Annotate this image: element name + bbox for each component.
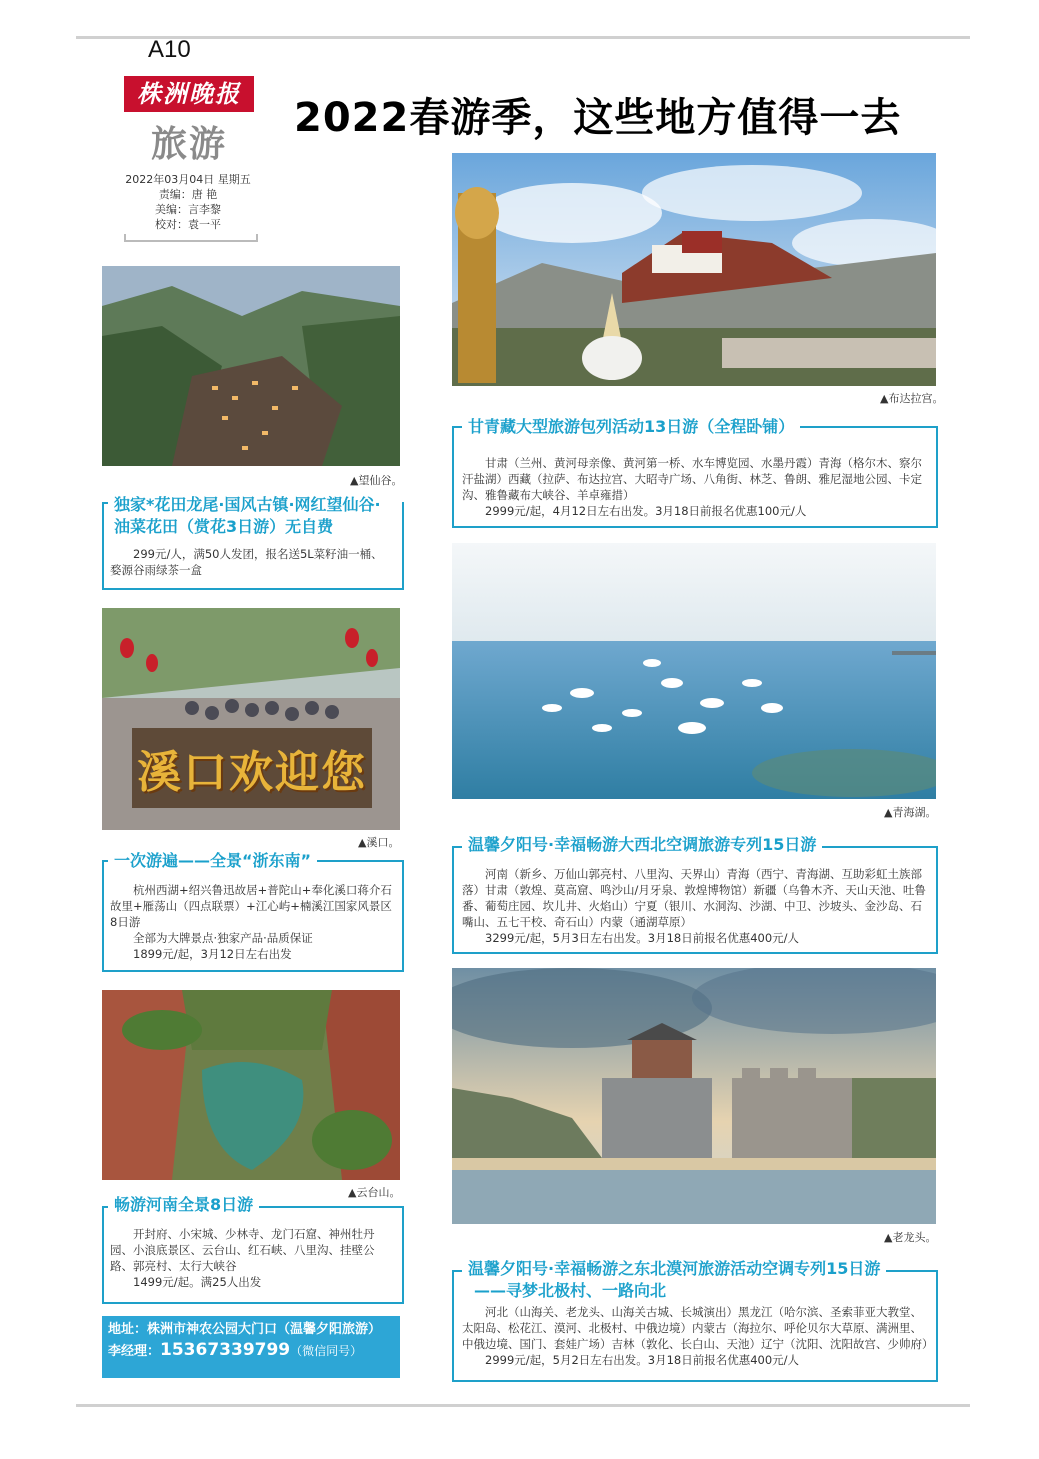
proofreader-credit: 校对：袁一平: [155, 218, 221, 231]
zhedongnan-tour-price: 1899元/起，3月12日左右出发: [133, 947, 292, 961]
yuntai-caption: ▲云台山。: [348, 1186, 401, 1199]
potala-photo: [452, 153, 936, 386]
huatian-tour-details: 299元/人，满50人发团，报名送5L菜籽油一桶、婺源谷雨绿茶一盒: [110, 547, 383, 577]
huatian-tour-title: 独家*花田龙尾·国风古镇·网红望仙谷·油菜花田（赏花3日游）无自费: [108, 494, 402, 538]
designer-credit: 美编：言李黎: [155, 203, 221, 216]
gansu-tour-body: [462, 455, 930, 519]
laolongtou-caption: ▲老龙头。: [884, 1231, 937, 1244]
henan-tour-itinerary: 开封府、小宋城、少林寺、龙门石窟、神州牡丹园、小浪底景区、云台山、红石峡、八里沟、挂壁公路、郭亮村、太行大峡谷: [110, 1227, 375, 1273]
credits-bracket: [124, 234, 258, 242]
date-line: 2022年03月04日 星期五: [125, 173, 251, 186]
henan-tour-body: [110, 1226, 394, 1290]
page-headline: 2022春游季，这些地方值得一去: [294, 95, 902, 141]
qinghai-lake-photo: [452, 543, 936, 799]
top-rule: [76, 36, 970, 39]
laolongtou-photo: [452, 968, 936, 1224]
northeast-tour-itinerary: 河北（山海关、老龙头、山海关古城、长城演出）黑龙江（哈尔滨、圣索菲亚大教堂、太阳岛、松花江、漠河、北极村、中俄边境）内蒙古（海拉尔、呼伦贝尔大草原、满洲里、中俄边境、国门、套娃广场）吉林（敦化、长白山、天池）辽宁（沈阳、沈阳故宫、少帅府）: [462, 1305, 934, 1351]
contact-manager-label: 李经理：: [108, 1344, 161, 1359]
xikou-welcome-sign: 溪口欢迎您: [137, 747, 367, 798]
gansu-tour-price: 2999元/起，4月12日左右出发。3月18日前报名优惠100元/人: [485, 504, 807, 518]
northeast-tour-body: [462, 1304, 934, 1368]
editor-credit: 责编：唐 艳: [158, 188, 218, 201]
credits: [118, 172, 258, 232]
northwest-tour-body: [462, 866, 930, 946]
contact-phone[interactable]: 15367339799: [160, 1340, 291, 1360]
section-title: 旅游: [150, 123, 227, 165]
henan-tour-title: 畅游河南全景8日游: [108, 1194, 259, 1216]
northeast-tour-subtitle: ——寻梦北极村、一路向北: [468, 1280, 672, 1302]
northwest-tour-itinerary: 河南（新乡、万仙山郭亮村、八里沟、天界山）青海（西宁、青海湖、互助彩虹土族部落）甘肃（敦煌、莫高窟、鸣沙山/月牙泉、敦煌博物馆）新疆（乌鲁木齐、天山天池、吐鲁番、葡萄庄园、坎儿井、火焰山）宁夏（银川、水洞沟、沙湖、中卫、沙坡头、金沙岛、石嘴山、五七干校、奇石山）内蒙（通湖草原）: [462, 867, 926, 929]
gansu-tour-title: 甘青藏大型旅游包列活动13日游（全程卧铺）: [462, 416, 800, 438]
qinghai-caption: ▲青海湖。: [884, 806, 937, 819]
page-number: A10: [148, 36, 191, 63]
xikou-photo: [102, 608, 400, 830]
potala-caption: ▲布达拉宫。: [880, 392, 944, 405]
northeast-tour-title: 温馨夕阳号·幸福畅游之东北漠河旅游活动空调专列15日游: [462, 1258, 886, 1280]
contact-manager-line: [108, 1340, 394, 1362]
wangxian-photo: [102, 266, 400, 466]
bottom-rule: [76, 1404, 970, 1407]
yuntai-photo: [102, 990, 400, 1180]
huatian-tour-body: [110, 546, 394, 578]
gansu-tour-itinerary: 甘肃（兰州、黄河母亲像、黄河第一桥、水车博览园、水墨丹霞）青海（格尔木、察尔汗盐湖）西藏（拉萨、布达拉宫、大昭寺广场、八角街、林芝、鲁朗、雅尼湿地公园、卡定沟、雅鲁藏布大峡谷、羊卓雍措）: [462, 456, 922, 502]
henan-tour-price: 1499元/起。满25人出发: [133, 1275, 262, 1289]
zhedongnan-tour-title: 一次游遍——全景“浙东南”: [108, 850, 317, 872]
contact-block: [102, 1316, 400, 1378]
contact-address: 地址：株洲市神农公园大门口（温馨夕阳旅游）: [108, 1322, 382, 1337]
zhedongnan-tour-itinerary: 杭州西湖+绍兴鲁迅故居+普陀山+奉化溪口蒋介石故里+雁荡山（四点联票）+江心屿+楠溪江国家风景区8日游: [110, 883, 392, 929]
newspaper-logo: 株洲晚报: [124, 76, 254, 112]
northwest-tour-price: 3299元/起，5月3日左右出发。3月18日前报名优惠400元/人: [485, 931, 800, 945]
northeast-tour-price: 2999元/起，5月2日左右出发。3月18日前报名优惠400元/人: [485, 1353, 800, 1367]
wangxian-caption: ▲望仙谷。: [350, 474, 403, 487]
zhedongnan-tour-body: [110, 882, 394, 962]
contact-phone-note: （微信同号）: [290, 1344, 363, 1358]
zhedongnan-tour-note: 全部为大牌景点·独家产品·品质保证: [133, 931, 313, 945]
northwest-tour-title: 温馨夕阳号·幸福畅游大西北空调旅游专列15日游: [462, 834, 822, 856]
xikou-caption: ▲溪口。: [358, 836, 400, 849]
